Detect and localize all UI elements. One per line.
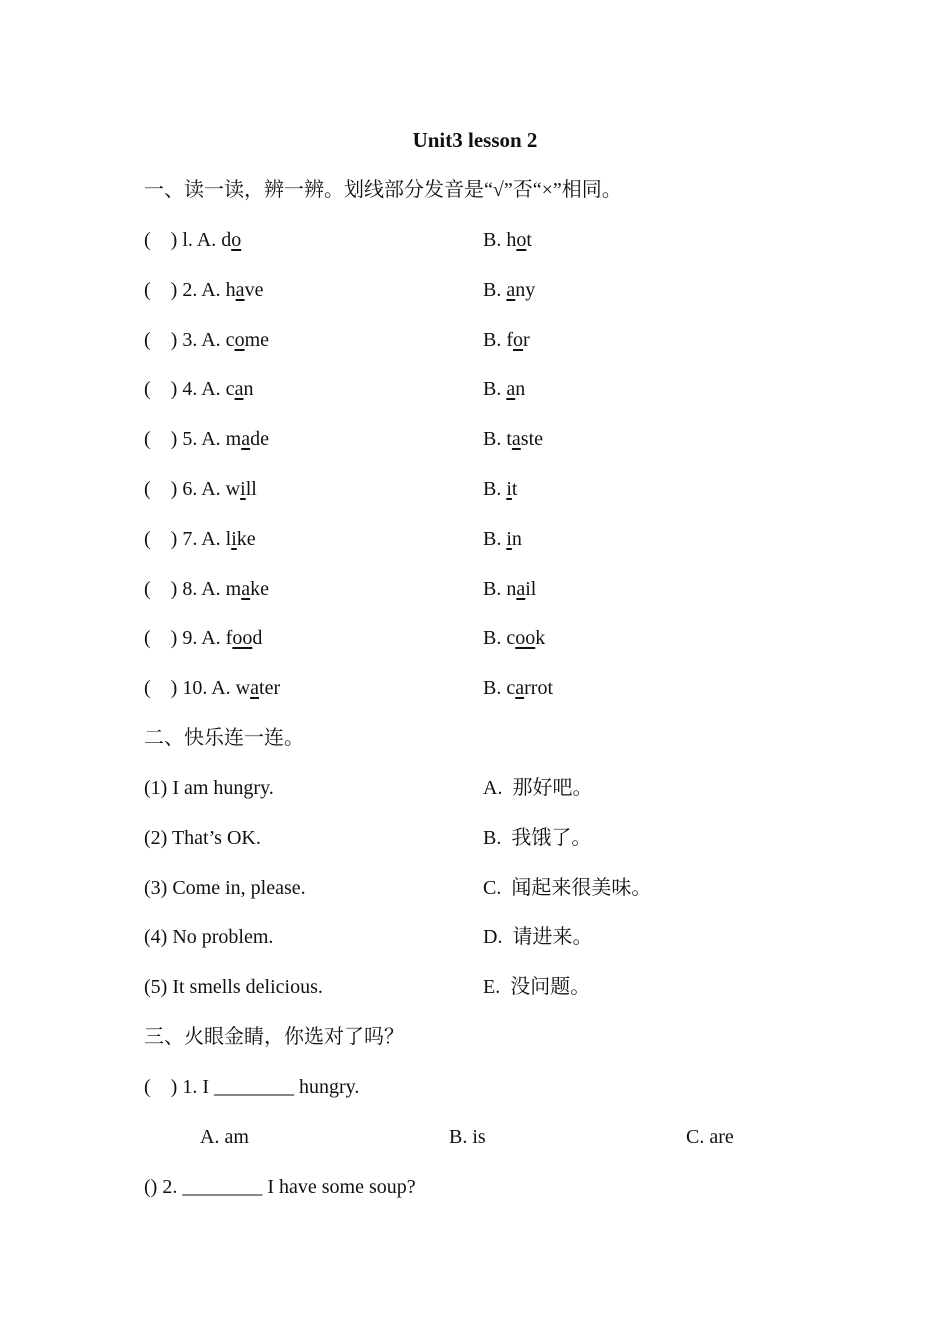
match-english: (3) Come in, please. [144, 877, 306, 899]
underlined-sound: a [506, 279, 516, 301]
word-part: il [525, 578, 537, 600]
match-chinese: A. 那好吧。 [483, 777, 593, 799]
pronunciation-item-b [483, 626, 545, 650]
underlined-sound: oo [232, 627, 253, 649]
item-b-prefix: B. [483, 528, 507, 550]
word-part: ke [250, 578, 270, 600]
underlined-sound: a [515, 677, 525, 699]
word-part: t [526, 229, 532, 251]
pronunciation-item-a [144, 328, 269, 352]
item-prefix: ( ) 8. A. [144, 578, 226, 600]
underlined-sound: a [241, 428, 251, 450]
item-b-prefix: B. [483, 478, 507, 500]
underlined-sound: a [234, 378, 244, 400]
underlined-sound: o [513, 329, 524, 351]
word-part: c [225, 329, 235, 351]
pronunciation-item-b [483, 328, 530, 352]
word-part: n [511, 528, 522, 550]
word-part: ve [244, 279, 264, 301]
underlined-sound: a [506, 378, 516, 400]
item-b-prefix: B. [483, 229, 507, 251]
pronunciation-item-a [144, 477, 257, 501]
match-chinese: E. 没问题。 [483, 976, 591, 998]
match-chinese: C. 闻起来很美味。 [483, 877, 652, 899]
word-part: rrot [524, 677, 554, 699]
item-prefix: ( ) 2. A. [144, 279, 226, 301]
word-part: ny [515, 279, 536, 301]
pronunciation-item-a [144, 676, 280, 700]
item-b-prefix: B. [483, 428, 507, 450]
word-part: w [225, 478, 241, 500]
item-b-prefix: B. [483, 578, 507, 600]
word-part: n [515, 378, 526, 400]
page-title: Unit3 lesson 2 [412, 128, 538, 152]
word-part: w [235, 677, 251, 699]
item-b-prefix: B. [483, 677, 507, 699]
underlined-sound: o [234, 329, 245, 351]
pronunciation-item-b [483, 577, 536, 601]
word-part: c [506, 627, 516, 649]
word-part: n [506, 578, 517, 600]
match-english: (2) That’s OK. [144, 827, 261, 849]
q1-option-b: B. is [449, 1126, 486, 1148]
word-part: de [250, 428, 270, 450]
pronunciation-item-a [144, 577, 269, 601]
pronunciation-item-b [483, 527, 522, 551]
match-chinese: D. 请进来。 [483, 926, 593, 948]
underlined-sound: a [250, 677, 260, 699]
pronunciation-item-b [483, 377, 525, 401]
underlined-sound: oo [515, 627, 536, 649]
pronunciation-item-b [483, 676, 553, 700]
word-part: ste [520, 428, 544, 450]
pronunciation-item-a [144, 228, 241, 252]
match-english: (1) I am hungry. [144, 777, 274, 799]
item-prefix: ( ) 6. A. [144, 478, 226, 500]
q1-option-c: C. are [686, 1126, 734, 1148]
pronunciation-item-a [144, 626, 262, 650]
underlined-sound: a [235, 279, 245, 301]
word-part: d [221, 229, 232, 251]
item-prefix: ( ) 9. A. [144, 627, 226, 649]
word-part: t [506, 428, 512, 450]
item-prefix: ( ) 4. A. [144, 378, 226, 400]
item-prefix: ( ) l. A. [144, 229, 222, 251]
match-english: (5) It smells delicious. [144, 976, 323, 998]
word-part: m [225, 428, 242, 450]
section1-heading: 一、读一读，辨一辨。划线部分发音是“√”否“×”相同。 [144, 179, 622, 201]
pronunciation-item-b [483, 278, 535, 302]
underlined-sound: i [231, 528, 237, 550]
match-chinese: B. 我饿了。 [483, 827, 592, 849]
word-part: f [225, 627, 233, 649]
item-b-prefix: B. [483, 627, 507, 649]
match-english: (4) No problem. [144, 926, 274, 948]
word-part: h [506, 229, 517, 251]
question-2: () 2. ________ I have some soup? [144, 1176, 416, 1198]
underlined-sound: a [511, 428, 521, 450]
pronunciation-item-a [144, 527, 256, 551]
word-part: t [511, 478, 518, 500]
item-prefix: ( ) 5. A. [144, 428, 226, 450]
word-part: k [535, 627, 546, 649]
pronunciation-item-a [144, 427, 269, 451]
word-part: ll [245, 478, 257, 500]
pronunciation-item-b [483, 228, 532, 252]
underlined-sound: a [516, 578, 526, 600]
word-part: m [225, 578, 242, 600]
pronunciation-item-a [144, 377, 253, 401]
question-1: ( ) 1. I ________ hungry. [144, 1076, 360, 1098]
word-part: ter [259, 677, 281, 699]
underlined-sound: o [516, 229, 527, 251]
underlined-sound: i [506, 528, 512, 550]
underlined-sound: o [231, 229, 242, 251]
item-prefix: ( ) 10. A. [144, 677, 236, 699]
item-prefix: ( ) 7. A. [144, 528, 226, 550]
word-part: me [244, 329, 269, 351]
word-part: c [506, 677, 516, 699]
pronunciation-item-a [144, 278, 263, 302]
item-b-prefix: B. [483, 279, 507, 301]
pronunciation-item-b [483, 477, 517, 501]
word-part: l [225, 528, 232, 550]
word-part: r [523, 329, 530, 351]
underlined-sound: i [240, 478, 246, 500]
word-part: ke [236, 528, 256, 550]
section2-heading: 二、快乐连一连。 [144, 727, 304, 749]
underlined-sound: a [241, 578, 251, 600]
pronunciation-item-b [483, 427, 543, 451]
word-part: f [506, 329, 514, 351]
q1-option-a: A. am [200, 1126, 249, 1148]
item-b-prefix: B. [483, 329, 507, 351]
underlined-sound: i [506, 478, 512, 500]
word-part: d [252, 627, 263, 649]
word-part: n [243, 378, 254, 400]
item-prefix: ( ) 3. A. [144, 329, 226, 351]
item-b-prefix: B. [483, 378, 507, 400]
section3-heading: 三、火眼金睛，你选对了吗？ [144, 1026, 404, 1048]
word-part: h [225, 279, 236, 301]
word-part: c [225, 378, 235, 400]
